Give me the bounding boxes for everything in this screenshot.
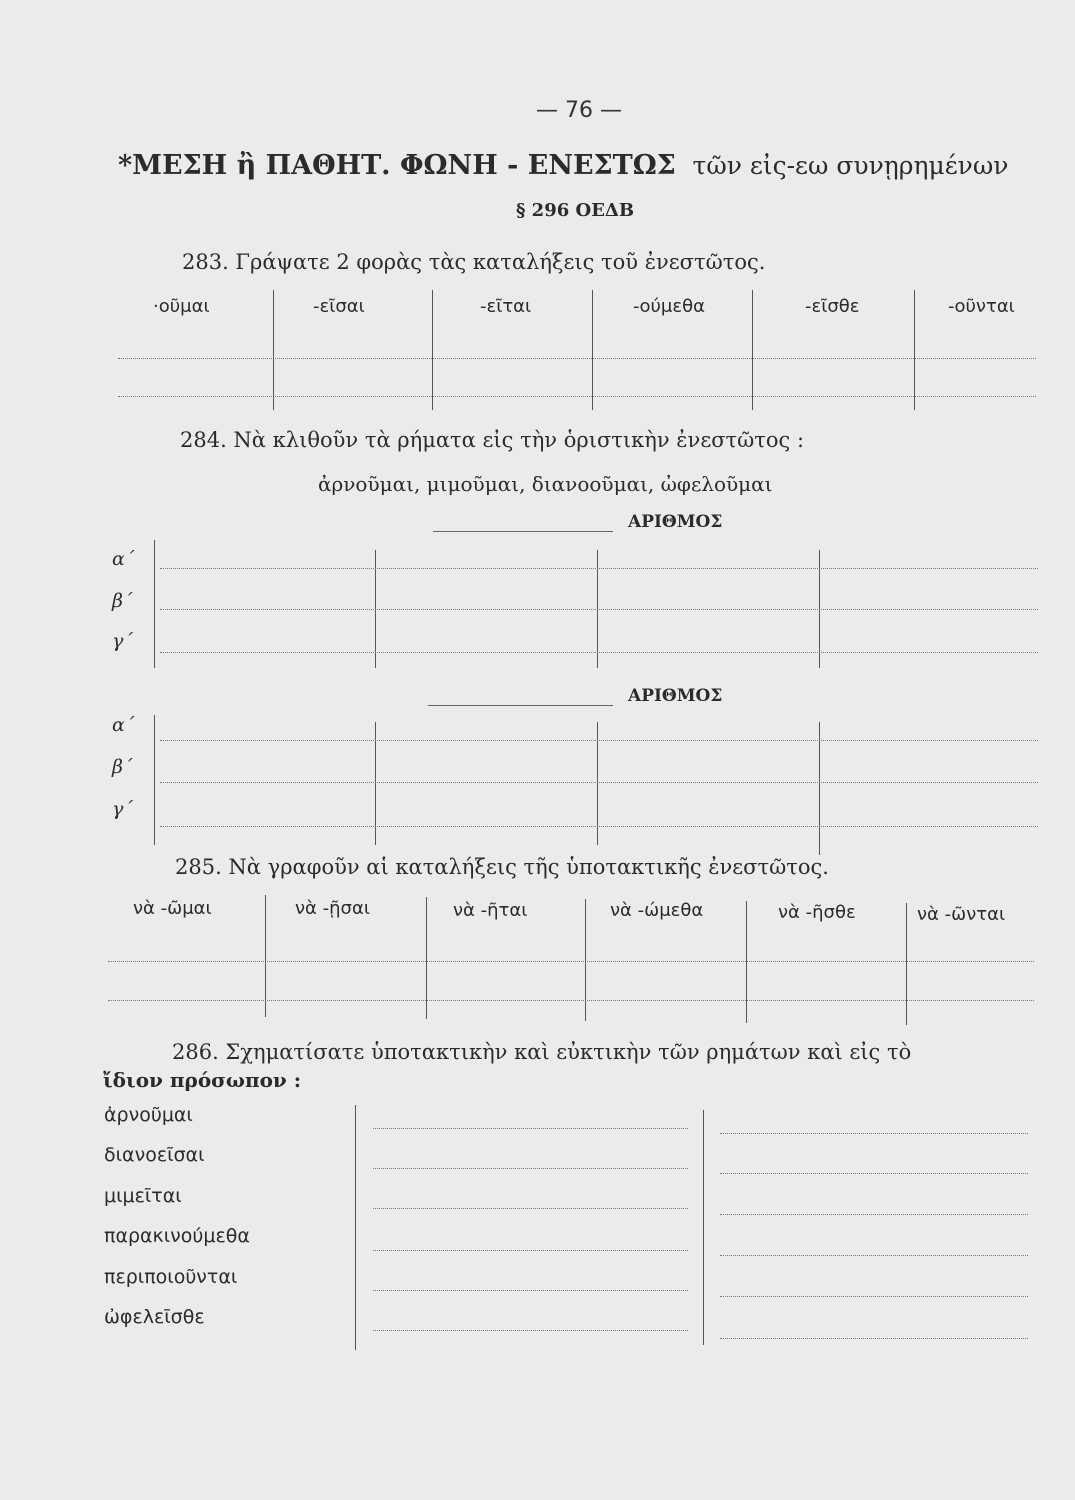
person-label: β΄ xyxy=(112,756,133,778)
page-heading xyxy=(118,150,1008,181)
person-label: γ΄ xyxy=(112,798,133,820)
divider xyxy=(819,722,820,855)
answer-line[interactable] xyxy=(118,358,1036,359)
verb-item: ἀρνοῦμαι xyxy=(104,1104,193,1126)
heading-rest: τῶν εἰς-εω συνῃρημένων xyxy=(692,151,1009,180)
divider xyxy=(752,290,753,410)
answer-line[interactable] xyxy=(118,396,1036,397)
exercise-283-title: 283. Γράψατε 2 φορὰς τὰς καταλήξεις τοῦ ἐνεστῶτος. xyxy=(182,250,766,274)
optative-line[interactable] xyxy=(720,1133,1028,1134)
answer-line[interactable] xyxy=(160,568,1038,569)
divider xyxy=(585,899,586,1021)
ending-subj-ometha: νὰ -ώμεθα xyxy=(610,900,704,921)
answer-line[interactable] xyxy=(108,961,1034,962)
divider xyxy=(746,901,747,1023)
answer-line[interactable] xyxy=(160,652,1038,653)
verb-item: διανοεῖσαι xyxy=(104,1144,205,1166)
answer-line[interactable] xyxy=(160,782,1038,783)
subjunctive-line[interactable] xyxy=(373,1290,688,1291)
label-underline xyxy=(428,705,613,706)
heading-caps: *ΜΕΣΗ ἢ ΠΑΘΗΤ. ΦΩΝΗ - ΕΝΕΣΤΩΣ xyxy=(118,150,676,181)
divider xyxy=(154,715,155,845)
verb-item: ὠφελεῖσθε xyxy=(104,1306,205,1328)
subjunctive-line[interactable] xyxy=(373,1208,688,1209)
divider xyxy=(592,290,593,410)
divider xyxy=(265,895,266,1017)
ending-subj-itai: νὰ -ῆται xyxy=(453,900,528,921)
ending-ei-tai: -εῖται xyxy=(480,296,532,317)
answer-line[interactable] xyxy=(108,1000,1034,1001)
ending-subj-isthe: νὰ -ῆσθε xyxy=(778,902,856,923)
number-label: ΑΡΙΘΜΟΣ xyxy=(628,686,723,706)
number-label: ΑΡΙΘΜΟΣ xyxy=(628,512,723,532)
ending-oumetha: -ούμεθα xyxy=(633,296,705,317)
subjunctive-line[interactable] xyxy=(373,1330,688,1331)
verb-item: μιμεῖται xyxy=(104,1185,182,1207)
answer-line[interactable] xyxy=(160,826,1038,827)
divider xyxy=(154,540,155,668)
subjunctive-line[interactable] xyxy=(373,1168,688,1169)
ending-ountai: -οῦνται xyxy=(948,296,1015,317)
answer-line[interactable] xyxy=(160,609,1038,610)
answer-line[interactable] xyxy=(160,740,1038,741)
verb-item: περιποιοῦνται xyxy=(104,1266,238,1288)
exercise-286-title-line1: 286. Σχηματίσατε ὑποτακτικὴν καὶ εὐκτικὴν τῶν ρημάτων καὶ εἰς τὸ xyxy=(172,1040,912,1064)
subjunctive-line[interactable] xyxy=(373,1250,688,1251)
divider xyxy=(703,1110,704,1345)
optative-line[interactable] xyxy=(720,1338,1028,1339)
optative-line[interactable] xyxy=(720,1173,1028,1174)
person-label: γ΄ xyxy=(112,630,133,652)
ending-subj-isai: νὰ -ῇσαι xyxy=(295,898,370,919)
divider xyxy=(273,290,274,410)
optative-line[interactable] xyxy=(720,1255,1028,1256)
page-number: — 76 — xyxy=(536,98,622,123)
person-label: β΄ xyxy=(112,590,133,612)
person-label: α΄ xyxy=(112,548,135,570)
divider xyxy=(914,290,915,410)
divider xyxy=(906,903,907,1025)
divider xyxy=(432,290,433,410)
ending-subj-omai: νὰ -ῶμαι xyxy=(133,898,212,919)
optative-line[interactable] xyxy=(720,1214,1028,1215)
ending-subj-ontai: νὰ -ῶνται xyxy=(917,904,1006,925)
optative-line[interactable] xyxy=(720,1296,1028,1297)
exercise-284-verbs: ἀρνοῦμαι, μιμοῦμαι, διανοοῦμαι, ὠφελοῦμαι xyxy=(318,472,773,496)
ending-ei-sai: -εῖσαι xyxy=(313,296,365,317)
exercise-284-title: 284. Νὰ κλιθοῦν τὰ ρήματα εἰς τὴν ὁριστικὴν ἐνεστῶτος : xyxy=(180,428,805,452)
ending-ou-mai: ·οῦμαι xyxy=(153,296,210,317)
person-label: α΄ xyxy=(112,714,135,736)
divider xyxy=(355,1105,356,1350)
exercise-286-title-line2: ἴδιον πρόσωπον : xyxy=(103,1068,302,1092)
verb-item: παρακινούμεθα xyxy=(104,1225,250,1247)
exercise-285-title: 285. Νὰ γραφοῦν αἱ καταλήξεις τῆς ὑποτακτικῆς ἐνεστῶτος. xyxy=(175,855,829,879)
ending-eisthe: -εῖσθε xyxy=(805,296,860,317)
subjunctive-line[interactable] xyxy=(373,1128,688,1129)
section-reference: § 296 ΟΕΔΒ xyxy=(516,200,635,221)
label-underline xyxy=(433,531,613,532)
